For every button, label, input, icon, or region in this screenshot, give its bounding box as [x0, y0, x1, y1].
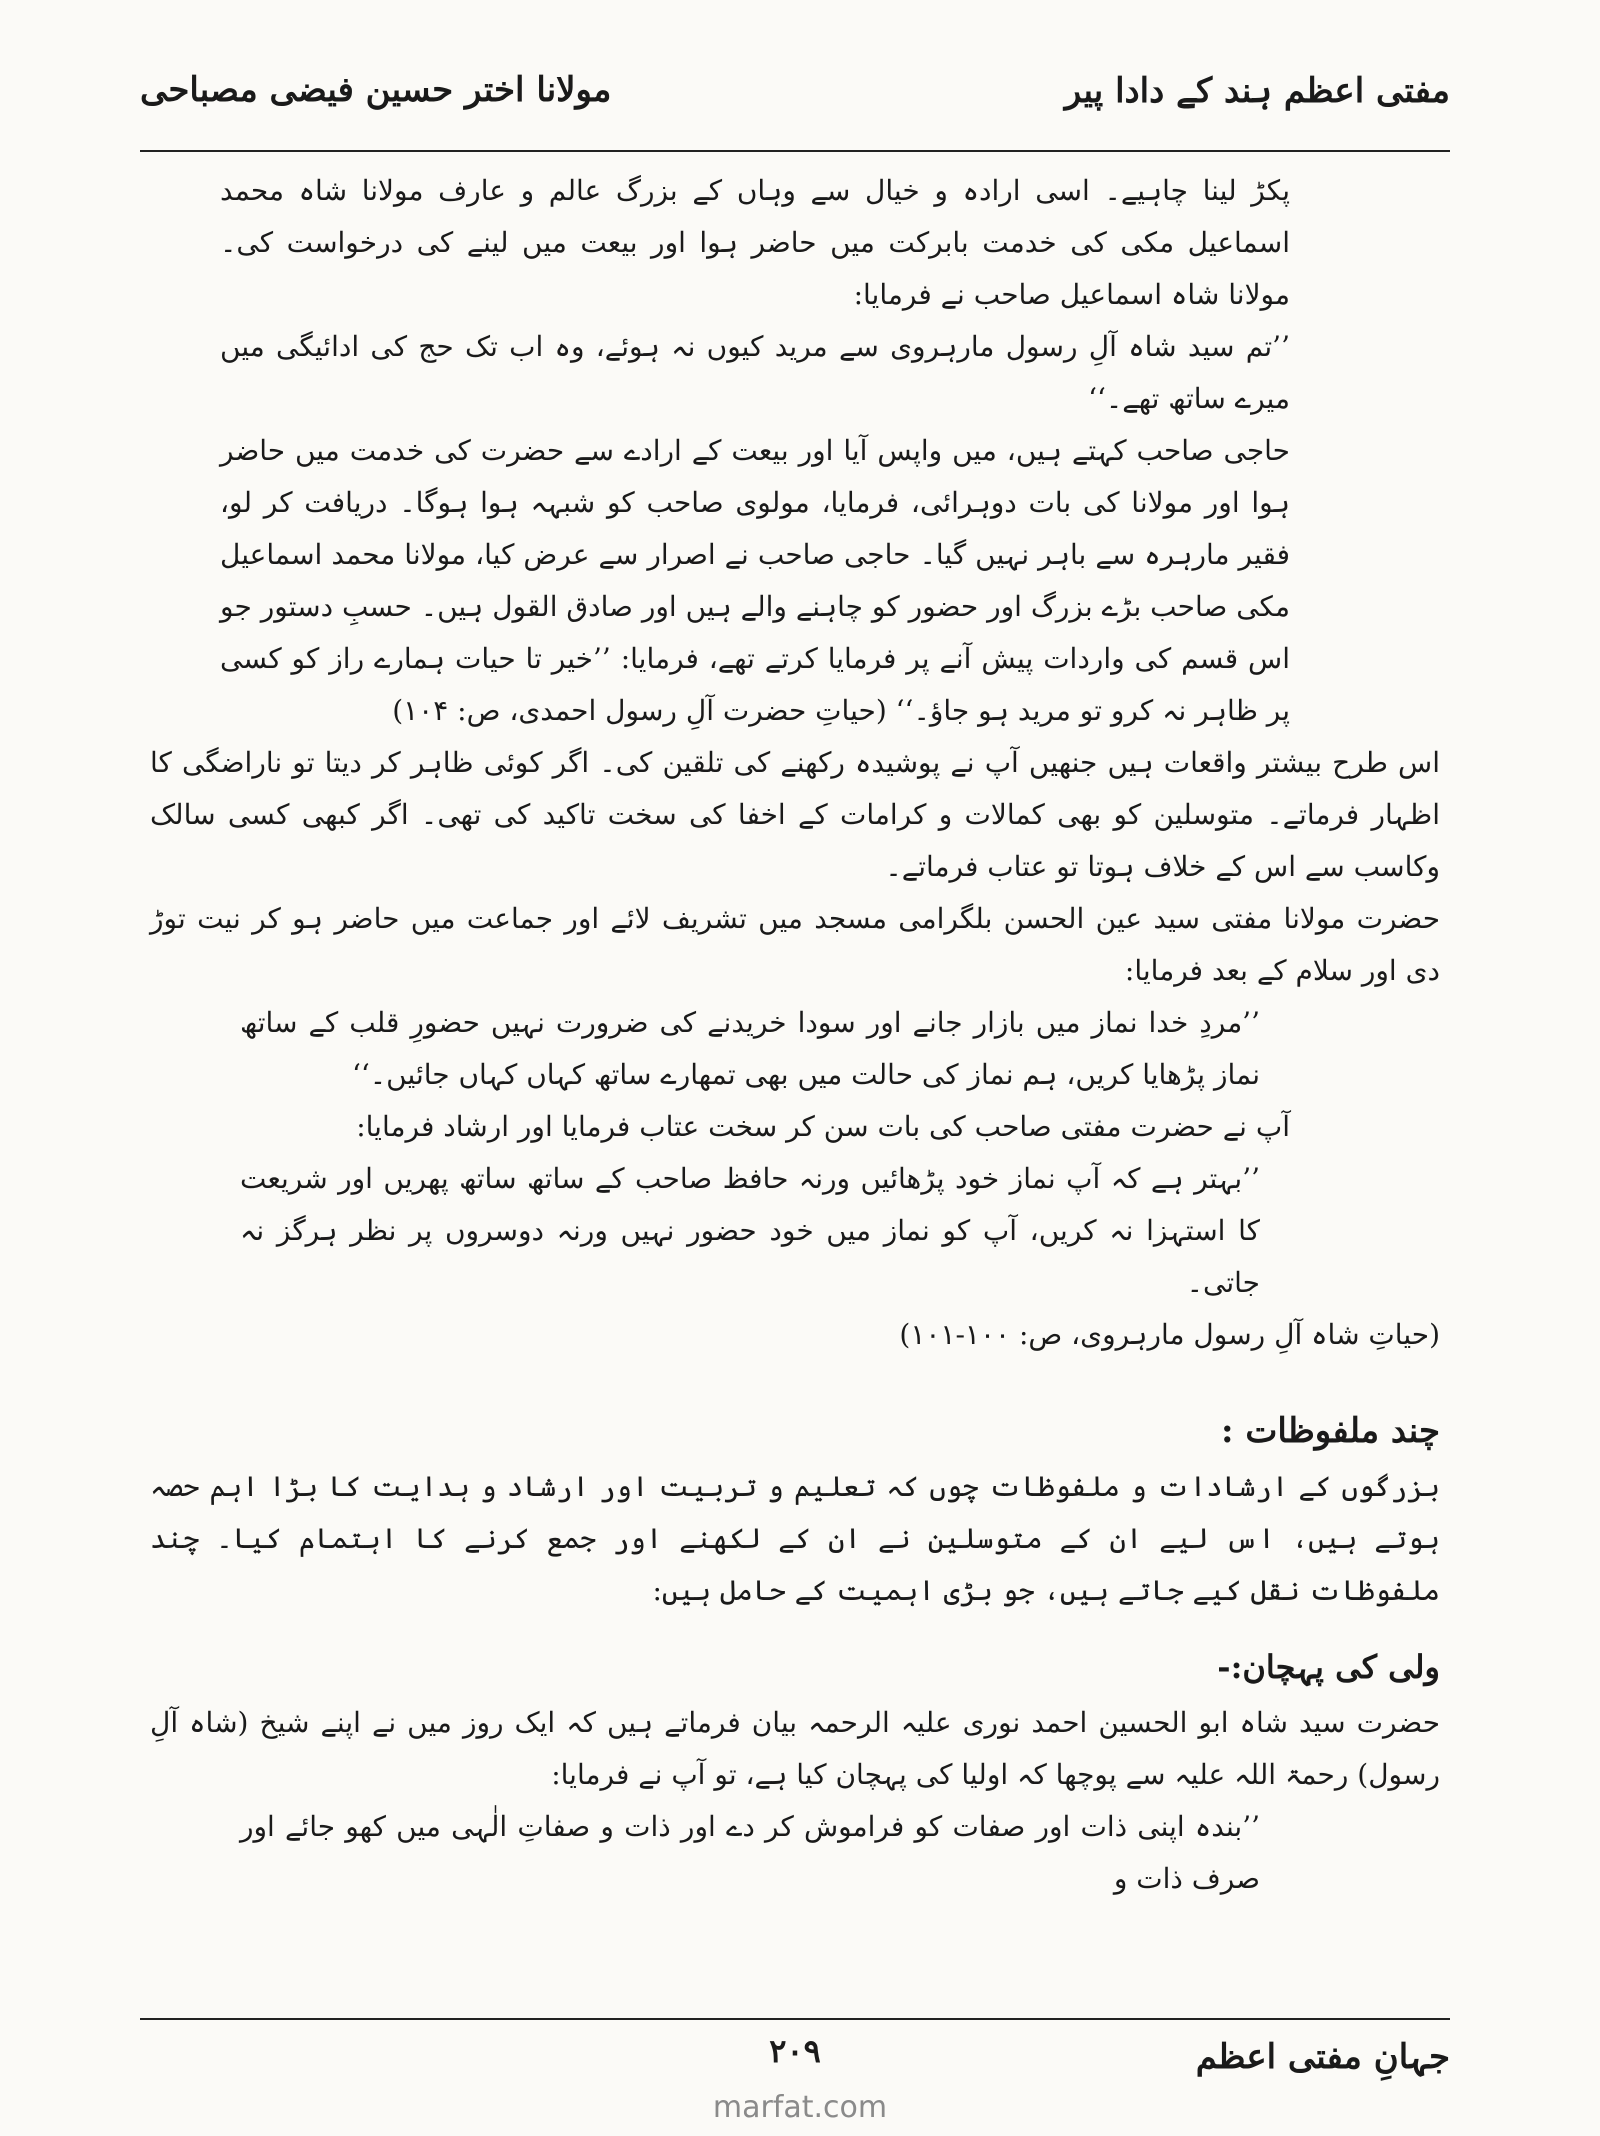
citation: (حیاتِ شاہ آلِ رسول مارہروی، ص: ۱۰۰-۱۰۱) [899, 1318, 1440, 1351]
paragraph: حضرت مولانا مفتی سید عین الحسن بلگرامی مسجد میں تشریف لائے اور جماعت میں حاضر ہو کر نیت توڑ دی اور سلام کے بعد فرمایا: [150, 902, 1440, 987]
quote-paragraph: ’’تم سید شاہ آلِ رسول مارہروی سے مرید کیوں نہ ہوئے، وہ اب تک حج کی ادائیگی میں میرے ساتھ تھے۔‘‘ [220, 330, 1290, 415]
quote-paragraph: ’’مردِ خدا نماز میں بازار جانے اور سودا خریدنے کی ضرورت نہیں حضورِ قلب کے ساتھ نماز پڑھایا کریں، ہم نماز کی حالت میں بھی تمھارے ساتھ کہاں کہاں جائیں۔‘‘ [240, 1006, 1260, 1091]
paragraph: پکڑ لینا چاہیے۔ اسی ارادہ و خیال سے وہاں کے بزرگ عالم و عارف مولانا شاہ محمد اسماعیل مکی کی خدمت بابرکت میں حاضر ہوا اور بیعت میں لینے کی درخواست کی۔ مولانا شاہ اسماعیل صاحب نے فرمایا: [220, 174, 1290, 311]
paragraph: بزرگوں کے ارشادات و ملفوظات چوں کہ تعلیم و تربیت اور ارشاد و ہدایت کا بڑا اہم حصہ ہوتے ہیں، اس لیے ان کے متوسلین نے ان کے لکھنے اور جمع کرنے کا اہتمام کیا۔ چند ملفوظات نقل کیے جاتے ہیں، جو بڑی اہمیت کے حامل ہیں: [150, 1470, 1440, 1607]
page-number: ۲۰۹ [769, 2032, 821, 2070]
paragraph: حضرت سید شاہ ابو الحسین احمد نوری علیہ الرحمہ بیان فرماتے ہیں کہ ایک روز میں نے اپنے شیخ (شاہ آلِ رسول) رحمۃ اللہ علیہ سے پوچھا کہ اولیا کی پہچان کیا ہے، تو آپ نے فرمایا: [150, 1706, 1440, 1791]
paragraph: اس طرح بیشتر واقعات ہیں جنھیں آپ نے پوشیدہ رکھنے کی تلقین کی۔ اگر کوئی ظاہر کر دیتا تو ناراضگی کا اظہار فرماتے۔ متوسلین کو بھی کمالات و کرامات کے اخفا کی سخت تاکید کی تھی۔ اگر کبھی کسی سالک وکاسب سے اس کے خلاف ہوتا تو عتاب فرماتے۔ [150, 746, 1440, 883]
header-divider [140, 150, 1450, 152]
author-name: مولانا اختر حسین فیضی مصباحی [140, 70, 612, 110]
book-title: مفتی اعظم ہند کے دادا پیر [1064, 71, 1450, 111]
paragraph: آپ نے حضرت مفتی صاحب کی بات سن کر سخت عتاب فرمایا اور ارشاد فرمایا: [356, 1110, 1290, 1143]
subheading: ولی کی پہچان:- [1217, 1648, 1440, 1686]
page-header [140, 70, 1450, 130]
paragraph: حاجی صاحب کہتے ہیں، میں واپس آیا اور بیعت کے ارادے سے حضرت کی خدمت میں حاضر ہوا اور مولانا کی بات دوہرائی، فرمایا، مولوی صاحب کو شبہہ ہوا ہوگا۔ دریافت کر لو، فقیر مارہرہ سے باہر نہیں گیا۔ حاجی صاحب نے اصرار سے عرض کیا، مولانا محمد اسماعیل مکی صاحب بڑے بزرگ اور حضور کو چاہنے والے ہیں اور صادق القول ہیں۔ حسبِ دستور جو اس قسم کی واردات پیش آنے پر فرمایا کرتے تھے، فرمایا: ’’خیر تا حیات ہمارے راز کو کسی پر ظاہر نہ کرو تو مرید ہو جاؤ۔‘‘ (حیاتِ حضرت آلِ رسول احمدی، ص: ۱۰۴) [220, 434, 1290, 727]
quote-paragraph: ’’بندہ اپنی ذات اور صفات کو فراموش کر دے اور ذات و صفاتِ الٰہی میں کھو جائے اور صرف ذات و [240, 1810, 1260, 1895]
footer-book-name: جہانِ مفتی اعظم [1195, 2037, 1450, 2077]
watermark: marfat.com [712, 2090, 888, 2125]
footer-divider [140, 2018, 1450, 2020]
page-body [150, 165, 1440, 2005]
quote-paragraph: ’’بہتر ہے کہ آپ نماز خود پڑھائیں ورنہ حافظ صاحب کے ساتھ ساتھ پھریں اور شریعت کا استہزا نہ کریں، آپ کو نماز میں خود حضور نہیں ورنہ دوسروں پر نظر ہرگز نہ جاتی۔ [240, 1162, 1260, 1299]
section-heading: چند ملفوظات : [1220, 1411, 1440, 1451]
